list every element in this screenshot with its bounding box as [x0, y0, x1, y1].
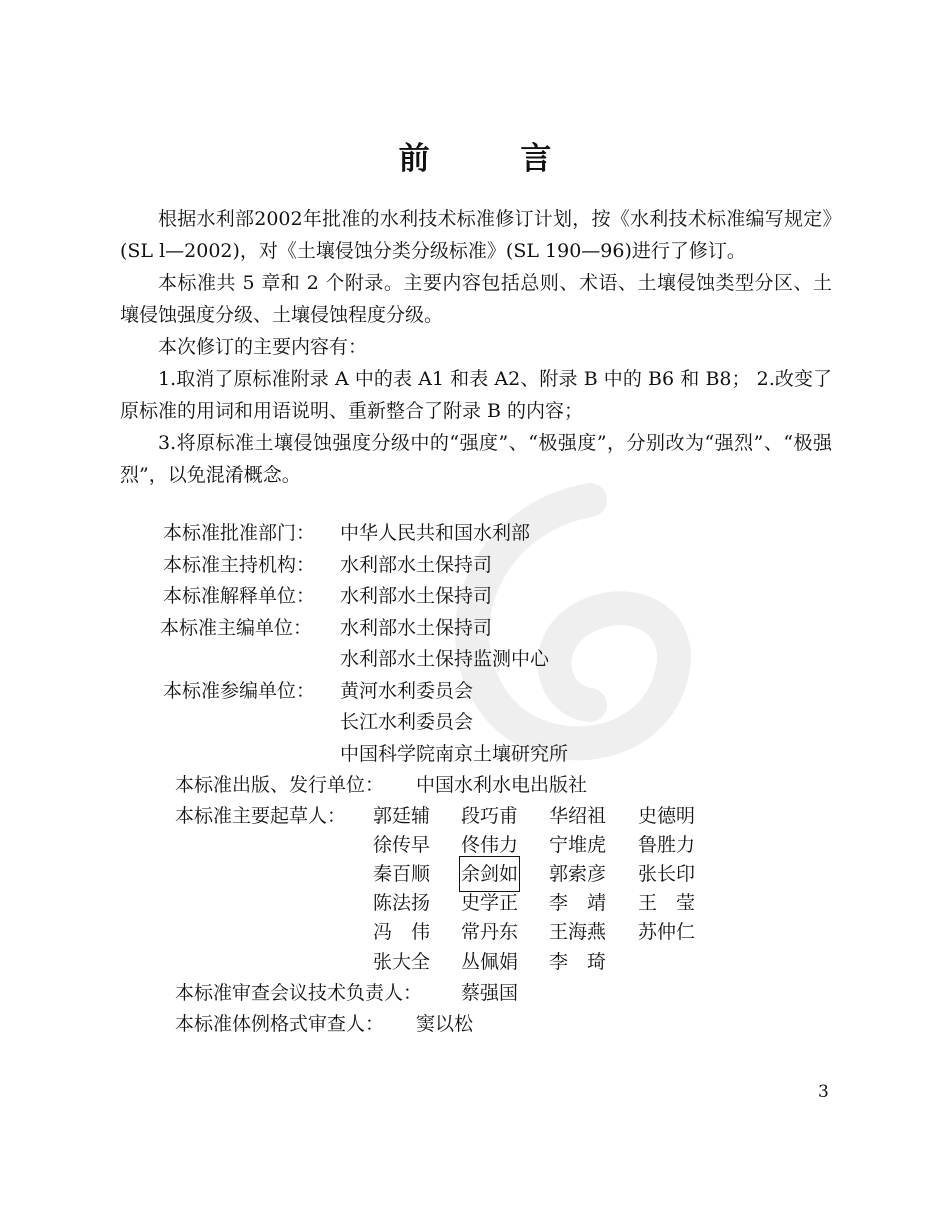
paragraph-revision-item-3: 3.将原标准土壤侵蚀强度分级中的“强度”、“极强度”，分别改为“强烈”、“极强烈”，以免混淆概念。 — [120, 432, 832, 486]
drafter-name: 佟伟力 — [461, 834, 519, 856]
paragraph-revision-item-1-2: 1.取消了原标准附录 A 中的表 A1 和表 A2、附录 B 中的 B6 和 B8； 2.改变了原标准的用词和用语说明、重新整合了附录 B 的内容； — [120, 368, 832, 422]
drafter-name: 徐传早 — [373, 834, 431, 856]
host-label: 本标准主持机构： — [163, 554, 316, 576]
drafter-name-highlighted: 余剑如 — [461, 858, 518, 890]
participate-value-3: 中国科学院南京土壤研究所 — [340, 743, 569, 765]
paragraph-revision-basis: 根据水利部2002年批准的水利技术标准修订计划，按《水利技术标准编写规定》(SL l—2002)，对《土壤侵蚀分类分级标准》(SL 190—96)进行了修订。 — [120, 208, 832, 262]
publisher-value: 中国水利水电出版社 — [416, 774, 588, 796]
drafter-name: 王 莹 — [638, 892, 696, 914]
drafter-name: 王海燕 — [549, 921, 607, 943]
drafters-label: 本标准主要起草人： — [175, 805, 347, 827]
drafter-name: 鲁胜力 — [638, 834, 696, 856]
drafter-name: 李 靖 — [549, 892, 607, 914]
approve-value: 中华人民共和国水利部 — [340, 522, 531, 544]
drafter-name: 史学正 — [461, 892, 519, 914]
drafter-name: 段巧甫 — [461, 805, 519, 827]
chief-value-1: 水利部水土保持司 — [340, 617, 493, 639]
drafter-name: 史德明 — [638, 805, 696, 827]
tech-value: 蔡强国 — [461, 982, 519, 1004]
drafter-name: 丛佩娟 — [461, 951, 519, 973]
paragraph-structure: 本标准共 5 章和 2 个附录。主要内容包括总则、术语、土壤侵蚀类型分区、土壤侵蚀强度分级、土壤侵蚀程度分级。 — [120, 272, 832, 326]
drafter-name: 李 琦 — [549, 951, 607, 973]
interpret-label: 本标准解释单位： — [163, 585, 316, 607]
participate-value-2: 长江水利委员会 — [340, 711, 474, 733]
drafter-name: 陈法扬 — [373, 892, 431, 914]
format-value: 窦以松 — [416, 1013, 474, 1035]
drafter-name: 张长印 — [638, 863, 696, 885]
interpret-value: 水利部水土保持司 — [340, 585, 493, 607]
drafter-name: 常丹东 — [461, 921, 519, 943]
page-title: 前 言 — [398, 141, 592, 177]
tech-label: 本标准审查会议技术负责人： — [175, 982, 423, 1004]
page-number: 3 — [818, 1082, 829, 1102]
chief-label: 本标准主编单位： — [160, 617, 313, 639]
foreword-body — [120, 203, 832, 491]
chief-value-2: 水利部水土保持监测中心 — [340, 648, 550, 670]
drafter-name: 郭廷辅 — [373, 805, 431, 827]
host-value: 水利部水土保持司 — [340, 554, 493, 576]
format-label: 本标准体例格式审查人： — [175, 1013, 385, 1035]
drafter-name: 冯 伟 — [373, 921, 431, 943]
publisher-label: 本标准出版、发行单位： — [175, 774, 385, 796]
drafter-name: 郭索彦 — [549, 863, 607, 885]
drafter-name: 华绍祖 — [549, 805, 607, 827]
drafter-name: 苏仲仁 — [638, 921, 696, 943]
paragraph-revision-intro: 本次修订的主要内容有： — [158, 336, 368, 358]
participate-value-1: 黄河水利委员会 — [340, 680, 474, 702]
participate-label: 本标准参编单位： — [163, 680, 316, 702]
drafter-name: 秦百顺 — [373, 863, 431, 885]
drafter-name: 张大全 — [373, 951, 431, 973]
approve-label: 本标准批准部门： — [163, 522, 316, 544]
drafter-name: 宁堆虎 — [549, 834, 607, 856]
